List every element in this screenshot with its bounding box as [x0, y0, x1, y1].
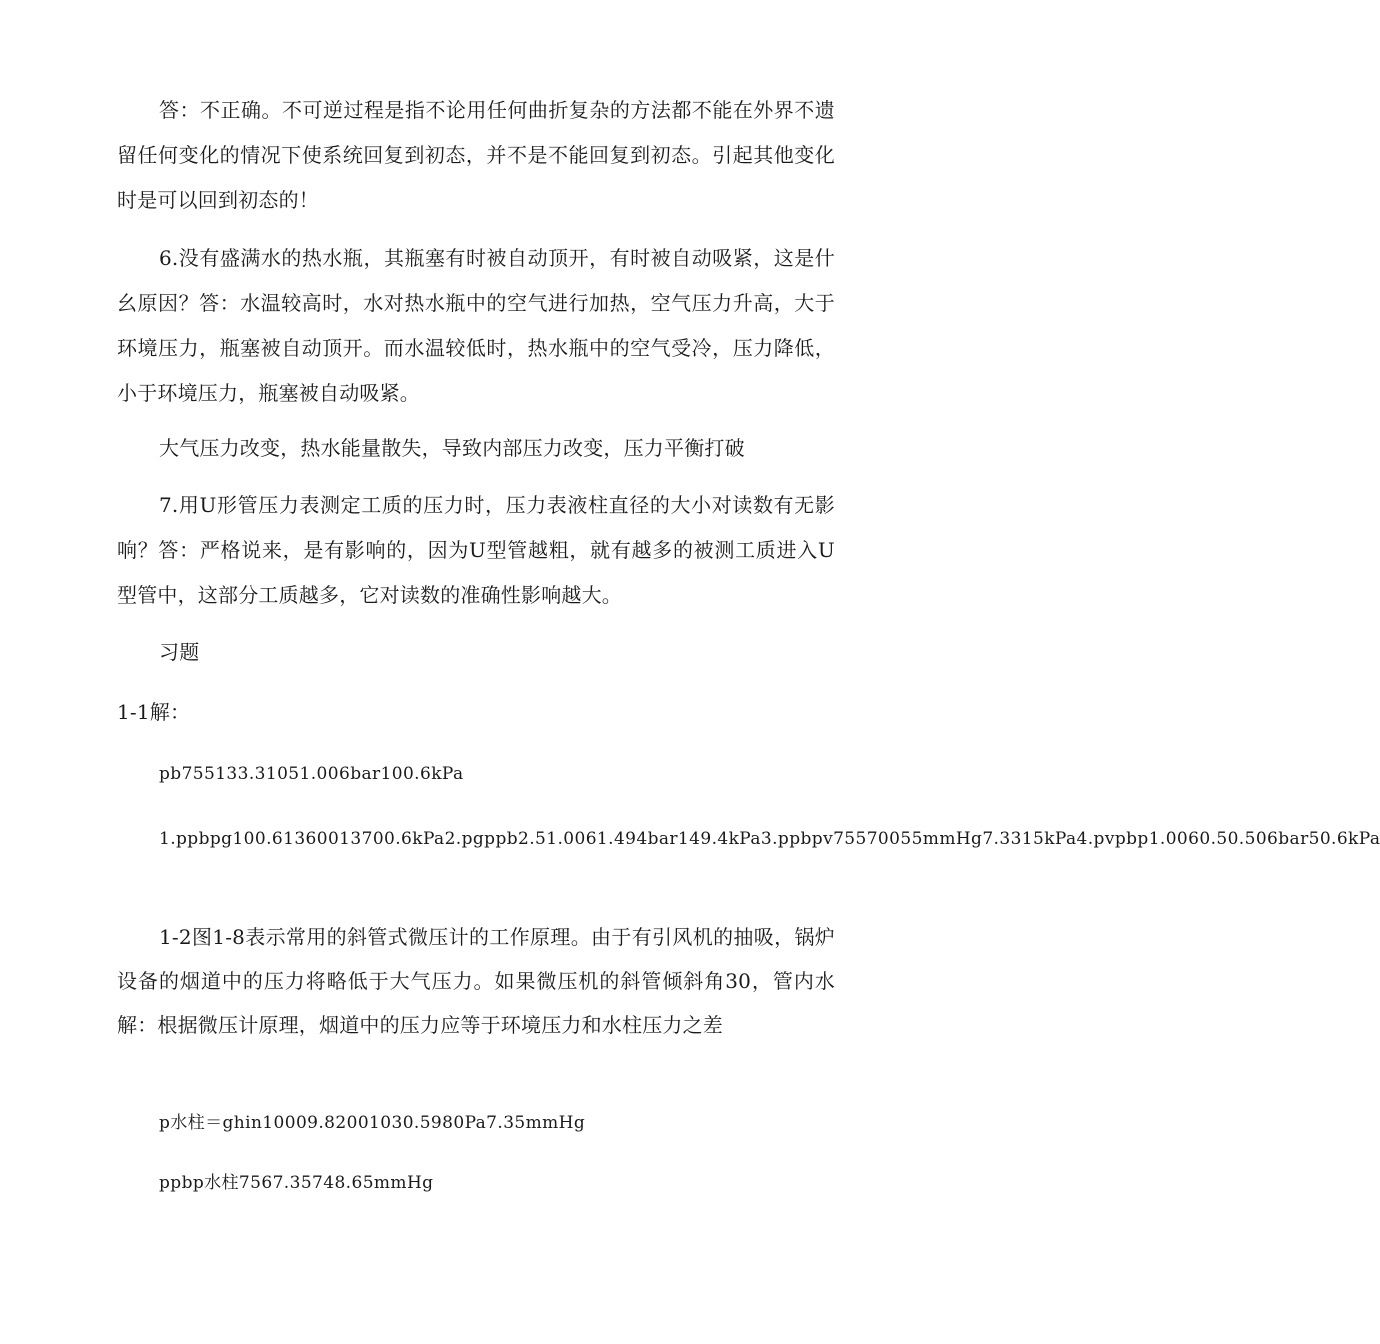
- formula-pb: pb755133.31051.006bar100.6kPa: [159, 764, 464, 784]
- section-heading-exercises: 习题: [159, 640, 200, 664]
- note-paragraph: 大气压力改变，热水能量散失，导致内部压力改变，压力平衡打破: [159, 436, 745, 460]
- formula-water-column: p水柱＝ghin10009.82001030.5980Pa7.35mmHg: [159, 1113, 586, 1133]
- question-paragraph-7: 7.用U形管压力表测定工质的压力时，压力表液柱直径的大小对读数有无影响？答：严格说来，是有影响的，因为U型管越粗，就有越多的被测工质进入U型管中，这部分工质越多，它对读数的准确性影响越大。: [117, 493, 835, 607]
- answer-paragraph-5: 答：不正确。不可逆过程是指不论用任何曲折复杂的方法都不能在外界不遗留任何变化的情况下使系统回复到初态，并不是不能回复到初态。引起其他变化时是可以回到初态的！: [117, 98, 835, 212]
- formula-calculations: 1.ppbpg100.61360013700.6kPa2.pgppb2.51.0061.494bar149.4kPa3.ppbpv75570055mmHg7.3315kPa4.pvpbp1.0060.50.506bar50.6kPa: [159, 829, 1380, 849]
- question-paragraph-6: 6.没有盛满水的热水瓶，其瓶塞有时被自动顶开，有时被自动吸紧，这是什幺原因？答：水温较高时，水对热水瓶中的空气进行加热，空气压力升高，大于环境压力，瓶塞被自动顶开。而水温较低时，热水瓶中的空气受冷，压力降低，小于环境压力，瓶塞被自动吸紧。: [117, 246, 835, 405]
- formula-pressure-result: ppbp水柱7567.35748.65mmHg: [159, 1173, 434, 1193]
- exercise-1-1-label: 1-1解：: [117, 700, 191, 724]
- exercise-1-2-paragraph: 1-2图1-8表示常用的斜管式微压计的工作原理。由于有引风机的抽吸，锅炉设备的烟道中的压力将略低于大气压力。如果微压机的斜管倾斜角30，管内水解：根据微压计原理，烟道中的压力应等于环境压力和水柱压力之差: [117, 925, 835, 1037]
